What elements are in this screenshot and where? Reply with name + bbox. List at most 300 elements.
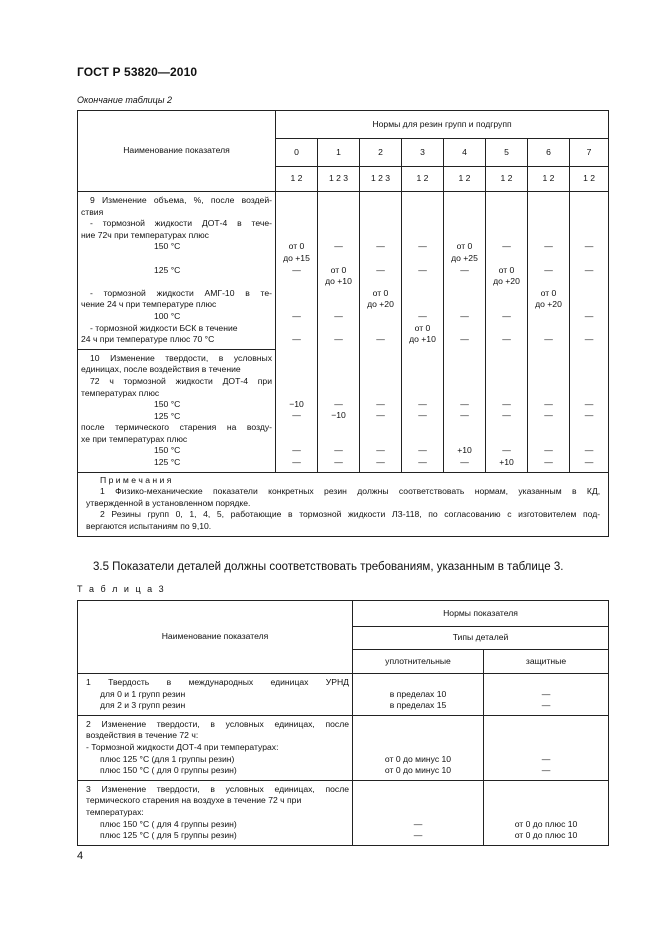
- value: [445, 207, 484, 219]
- value: до +10: [325, 276, 352, 287]
- name-line: ствия: [81, 206, 104, 217]
- value: [571, 288, 607, 300]
- value: —: [502, 444, 511, 455]
- value: в пределах 15: [389, 700, 447, 711]
- table3-name-cell: [78, 780, 353, 845]
- value: [403, 230, 442, 242]
- value: —: [418, 444, 427, 455]
- value: [319, 433, 358, 445]
- value: [486, 730, 606, 742]
- table2-value-cell: [276, 192, 318, 350]
- name-line: 150 °C: [154, 241, 181, 252]
- value: [403, 195, 442, 207]
- table2-header-norms: Нормы для резин групп и подгрупп: [276, 111, 609, 139]
- value: [571, 218, 607, 230]
- value: [277, 323, 316, 335]
- value: [571, 422, 607, 434]
- value: [571, 323, 607, 335]
- value: от 0: [330, 264, 347, 275]
- value: от 0: [288, 241, 305, 252]
- value: [361, 207, 400, 219]
- name-line: 1 Твердость в международных единицах УРНД: [86, 677, 349, 687]
- value: —: [541, 688, 551, 699]
- value: —: [502, 334, 511, 345]
- value: [361, 311, 400, 323]
- name-line: 72 ч тормозной жидкости ДОТ-4 при: [90, 375, 272, 386]
- value: [571, 433, 607, 445]
- value: [487, 253, 526, 265]
- value: [445, 288, 484, 300]
- value: [277, 299, 316, 311]
- value: —: [584, 334, 594, 345]
- value: [529, 230, 568, 242]
- value: до +20: [535, 299, 562, 310]
- table2-block10-name: [78, 349, 276, 472]
- subgroup-header: 1 2: [402, 167, 444, 192]
- group-header: 4: [444, 139, 486, 167]
- table2-header-name: Наименование показателя: [78, 111, 276, 192]
- value: [529, 195, 568, 207]
- value: от 0: [414, 322, 431, 333]
- value: [487, 288, 526, 300]
- value: [571, 352, 607, 364]
- value: —: [502, 310, 511, 321]
- value: [319, 364, 358, 376]
- value: [361, 433, 400, 445]
- value: —: [460, 398, 469, 409]
- value: [277, 433, 316, 445]
- value: [361, 364, 400, 376]
- value: [445, 230, 484, 242]
- value: [445, 387, 484, 399]
- value: [571, 230, 607, 242]
- value: [403, 299, 442, 311]
- value: [529, 433, 568, 445]
- value: —: [413, 818, 423, 829]
- note-line: утвержденной в установленном порядке.: [86, 497, 251, 508]
- value: [571, 207, 607, 219]
- value: [486, 795, 606, 807]
- value: от 0: [498, 264, 515, 275]
- value: —: [544, 456, 553, 467]
- value: —: [544, 264, 553, 275]
- name-line: 125 °C: [154, 264, 181, 275]
- value: от 0 до минус 10: [384, 765, 452, 776]
- name-line: 2 Изменение твердости, в условных единицах, после: [86, 718, 349, 729]
- value: —: [584, 398, 594, 409]
- value: —: [418, 456, 427, 467]
- group-header: 2: [360, 139, 402, 167]
- value: от 0 до плюс 10: [514, 830, 578, 841]
- value: [529, 422, 568, 434]
- value: [529, 364, 568, 376]
- value: —: [544, 444, 553, 455]
- name-line: 125 °C: [154, 457, 181, 468]
- value: —: [334, 241, 343, 252]
- value: [487, 195, 526, 207]
- value: —: [584, 241, 594, 252]
- value: [319, 387, 358, 399]
- value: до +20: [493, 276, 520, 287]
- value: —: [544, 410, 553, 421]
- value: —: [541, 765, 551, 776]
- value: [277, 422, 316, 434]
- value: [277, 195, 316, 207]
- value: [529, 207, 568, 219]
- value: [486, 677, 606, 689]
- value: [445, 276, 484, 288]
- value: [487, 352, 526, 364]
- value: [571, 253, 607, 265]
- notes-heading: П р и м е ч а н и я: [100, 474, 172, 485]
- value: —: [584, 310, 594, 321]
- value: [529, 323, 568, 335]
- name-line: плюс 150 °C ( для 0 группы резин): [100, 765, 237, 776]
- table3-header-name: Наименование показателя: [78, 601, 353, 674]
- name-line: 10 Изменение твердости, в условных: [90, 352, 272, 363]
- value: —: [334, 334, 343, 345]
- name-line: [81, 253, 272, 265]
- table2-block-9: [78, 192, 609, 350]
- value: [361, 218, 400, 230]
- value: —: [418, 241, 427, 252]
- value: [487, 364, 526, 376]
- name-line: единицах, после воздействия в течение: [81, 364, 241, 375]
- value: —: [541, 700, 551, 711]
- value: —: [544, 334, 553, 345]
- value: [403, 253, 442, 265]
- value: [445, 422, 484, 434]
- table3-body: [78, 674, 609, 846]
- name-line: плюс 125 °C (для 1 группы резин): [100, 753, 235, 764]
- name-line: для 2 и 3 групп резин: [100, 700, 186, 711]
- value: [571, 276, 607, 288]
- value: [319, 352, 358, 364]
- table3-protect-cell: [484, 674, 609, 716]
- value: —: [376, 456, 385, 467]
- table3-row: [78, 715, 609, 780]
- name-line: [81, 276, 272, 288]
- value: [361, 387, 400, 399]
- value: +10: [457, 444, 472, 455]
- table2-value-cell: [570, 192, 609, 350]
- value: —: [376, 444, 385, 455]
- name-line: плюс 125 °C ( для 5 группы резин): [100, 830, 237, 841]
- name-line: - тормозной жидкости БСК в течение: [90, 322, 238, 333]
- table2-value-cell: [402, 349, 444, 472]
- value: до +15: [283, 252, 310, 263]
- subgroup-header: 1 2: [486, 167, 528, 192]
- value: от 0: [372, 287, 389, 298]
- value: —: [544, 398, 553, 409]
- name-line: для 0 и 1 групп резин: [100, 688, 186, 699]
- table3-protect-cell: [484, 780, 609, 845]
- value: [319, 299, 358, 311]
- value: [529, 253, 568, 265]
- value: —: [502, 241, 511, 252]
- value: [403, 218, 442, 230]
- value: —: [544, 241, 553, 252]
- value: —: [418, 264, 427, 275]
- value: —: [334, 444, 343, 455]
- group-header: 6: [528, 139, 570, 167]
- value: [487, 422, 526, 434]
- value: [355, 807, 481, 819]
- value: [445, 195, 484, 207]
- value: —: [292, 456, 301, 467]
- value: [487, 299, 526, 311]
- value: —: [292, 310, 301, 321]
- value: [319, 422, 358, 434]
- value: [403, 288, 442, 300]
- value: —: [502, 398, 511, 409]
- value: [319, 253, 358, 265]
- value: [529, 375, 568, 387]
- table2-value-cell: [402, 192, 444, 350]
- table3-row: [78, 674, 609, 716]
- value: до +10: [409, 334, 436, 345]
- table3-seal-cell: [353, 780, 484, 845]
- value: [361, 230, 400, 242]
- value: [361, 352, 400, 364]
- value: [529, 352, 568, 364]
- value: —: [292, 264, 301, 275]
- table2-value-cell: [444, 349, 486, 472]
- value: [319, 195, 358, 207]
- value: [487, 433, 526, 445]
- value: —: [460, 264, 469, 275]
- value: [486, 742, 606, 754]
- name-line: - тормозной жидкости ДОТ-4 в тече-: [90, 218, 272, 229]
- value: [355, 795, 481, 807]
- table2-value-cell: [528, 349, 570, 472]
- note-line: 2 Резины групп 0, 1, 4, 5, работающие в тормозной жидкости ЛЗ-118, по согласованию с изготовителем под-: [100, 509, 601, 520]
- value: [361, 375, 400, 387]
- value: от 0: [540, 287, 557, 298]
- note-line: вергаются испытаниям по 9,10.: [86, 521, 212, 532]
- value: —: [376, 264, 385, 275]
- value: [355, 742, 481, 754]
- value: [403, 422, 442, 434]
- table2-notes: [78, 472, 609, 536]
- value: [277, 288, 316, 300]
- value: —: [460, 410, 469, 421]
- table2-value-cell: [276, 349, 318, 472]
- name-line: 3 Изменение твердости, в условных единицах, после: [86, 783, 349, 794]
- name-line: - Тормозной жидкости ДОТ-4 при температурах:: [86, 741, 279, 752]
- table2-block9-name: [78, 192, 276, 350]
- value: [277, 387, 316, 399]
- value: —: [334, 456, 343, 467]
- value: [486, 784, 606, 796]
- subgroup-header: 1 2: [444, 167, 486, 192]
- value: от 0 до плюс 10: [514, 818, 578, 829]
- value: [445, 218, 484, 230]
- section-3-5-text: 3.5 Показатели деталей должны соответствовать требованиям, указанным в таблице 3.: [93, 561, 564, 573]
- name-line: 150 °C: [154, 399, 181, 410]
- note-line: 1 Физико-механические показатели конкретных резин должны соответствовать нормам, указанным в КД,: [100, 486, 601, 497]
- value: —: [292, 444, 301, 455]
- name-line: 125 °C: [154, 410, 181, 421]
- value: [403, 352, 442, 364]
- value: —: [418, 398, 427, 409]
- value: —: [541, 753, 551, 764]
- value: [403, 387, 442, 399]
- value: —: [376, 398, 385, 409]
- value: [571, 364, 607, 376]
- value: [571, 375, 607, 387]
- table2-value-cell: [444, 192, 486, 350]
- table3-col-protect: защитные: [484, 650, 609, 674]
- value: [403, 364, 442, 376]
- value: [403, 375, 442, 387]
- value: —: [376, 410, 385, 421]
- value: —: [292, 410, 301, 421]
- page-number: 4: [77, 850, 84, 862]
- value: —: [584, 264, 594, 275]
- value: [277, 276, 316, 288]
- value: [403, 433, 442, 445]
- value: [529, 311, 568, 323]
- name-line: после термического старения на возду-: [81, 422, 272, 433]
- value: [487, 387, 526, 399]
- value: —: [584, 410, 594, 421]
- document-title: ГОСТ Р 53820—2010: [77, 65, 198, 79]
- value: [571, 387, 607, 399]
- value: от 0 до минус 10: [384, 753, 452, 764]
- table2-value-cell: [570, 349, 609, 472]
- value: [361, 253, 400, 265]
- subgroup-header: 1 2 3: [360, 167, 402, 192]
- value: —: [334, 310, 343, 321]
- table3-protect-cell: [484, 715, 609, 780]
- value: [487, 323, 526, 335]
- value: [487, 218, 526, 230]
- name-line: температурах плюс: [81, 387, 160, 398]
- subgroup-header: 1 2 3: [318, 167, 360, 192]
- value: [486, 719, 606, 731]
- table2-value-cell: [360, 192, 402, 350]
- table3-header-norms: Нормы показателя: [353, 601, 609, 627]
- value: [319, 230, 358, 242]
- value: [277, 375, 316, 387]
- value: [319, 288, 358, 300]
- value: —: [584, 456, 594, 467]
- value: [403, 207, 442, 219]
- value: [319, 375, 358, 387]
- subgroup-header: 1 2: [276, 167, 318, 192]
- value: до +20: [367, 299, 394, 310]
- value: [487, 230, 526, 242]
- table2-value-cell: [360, 349, 402, 472]
- value: [487, 207, 526, 219]
- table2-value-cell: [318, 349, 360, 472]
- name-line: плюс 150 °C ( для 4 группы резин): [100, 818, 237, 829]
- table-3-caption: Т а б л и ц а 3: [77, 584, 166, 594]
- value: [319, 218, 358, 230]
- table2-value-cell: [486, 192, 528, 350]
- table3-name-cell: [78, 674, 353, 716]
- name-line: хе при температурах плюс: [81, 433, 188, 444]
- table2-value-cell: [318, 192, 360, 350]
- table-3: [77, 600, 609, 846]
- subgroup-header: 1 2: [528, 167, 570, 192]
- value: [319, 207, 358, 219]
- value: [277, 352, 316, 364]
- table3-seal-cell: [353, 674, 484, 716]
- table2-value-cell: [528, 192, 570, 350]
- group-header: 0: [276, 139, 318, 167]
- value: —: [502, 410, 511, 421]
- value: [529, 387, 568, 399]
- value: [403, 276, 442, 288]
- table3-name-cell: [78, 715, 353, 780]
- value: +10: [499, 456, 514, 467]
- value: [529, 218, 568, 230]
- value: [445, 352, 484, 364]
- group-header: 1: [318, 139, 360, 167]
- value: [486, 807, 606, 819]
- value: —: [413, 830, 423, 841]
- name-line: чение 24 ч при температуре плюс: [81, 299, 217, 310]
- table-continuation-caption: Окончание таблицы 2: [77, 95, 172, 105]
- value: [445, 299, 484, 311]
- name-line: ние 72ч при температурах плюс: [81, 229, 209, 240]
- value: [355, 719, 481, 731]
- name-line: температурах:: [86, 806, 144, 817]
- value: [355, 677, 481, 689]
- value: —: [376, 334, 385, 345]
- value: [361, 422, 400, 434]
- group-header: 5: [486, 139, 528, 167]
- value: —: [418, 310, 427, 321]
- group-header: 7: [570, 139, 609, 167]
- name-line: воздействия в течение 72 ч:: [86, 730, 199, 741]
- value: [277, 364, 316, 376]
- value: [355, 730, 481, 742]
- value: [445, 433, 484, 445]
- value: —: [460, 456, 469, 467]
- value: —: [334, 398, 343, 409]
- name-line: 24 ч при температуре плюс 70 °C: [81, 334, 215, 345]
- value: [529, 276, 568, 288]
- value: [571, 299, 607, 311]
- value: в пределах 10: [389, 688, 447, 699]
- name-line: термического старения на воздухе в течение 72 ч при: [86, 795, 302, 806]
- value: [277, 207, 316, 219]
- value: —: [376, 241, 385, 252]
- value: —: [460, 334, 469, 345]
- name-line: 150 °C: [154, 445, 181, 456]
- value: —: [418, 410, 427, 421]
- value: [445, 375, 484, 387]
- value: [361, 276, 400, 288]
- name-line: 100 °C: [154, 310, 181, 321]
- value: [277, 218, 316, 230]
- subgroup-header: 1 2: [570, 167, 609, 192]
- table2-block-10: [78, 349, 609, 472]
- value: [571, 195, 607, 207]
- value: [445, 364, 484, 376]
- name-line: 9 Изменение объема, %, после воздей-: [90, 195, 272, 205]
- value: [319, 323, 358, 335]
- value: [487, 375, 526, 387]
- group-header: 3: [402, 139, 444, 167]
- table3-col-seal: уплотнительные: [353, 650, 484, 674]
- table3-seal-cell: [353, 715, 484, 780]
- name-line: - тормозной жидкости АМГ-10 в те-: [90, 287, 272, 298]
- value: [361, 323, 400, 335]
